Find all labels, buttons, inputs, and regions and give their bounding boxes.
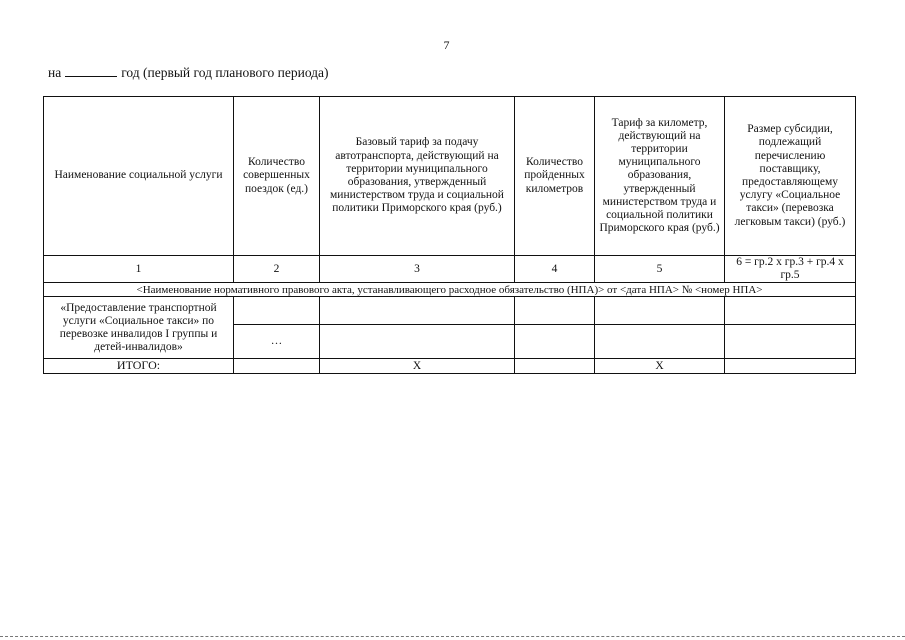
page-number: 7 <box>443 38 450 52</box>
subsidy-cell <box>725 297 856 325</box>
col-number-6: 6 = гр.2 x гр.3 + гр.4 x гр.5 <box>725 256 856 283</box>
npa-row <box>44 283 856 297</box>
empty-cell <box>595 325 725 359</box>
col-number-1: 1 <box>44 256 234 283</box>
header-row <box>44 97 856 256</box>
km-cell <box>515 297 595 325</box>
total-label: ИТОГО: <box>44 359 234 374</box>
empty-cell <box>725 325 856 359</box>
page-edge-line <box>0 636 905 637</box>
km-tariff-cell <box>595 297 725 325</box>
col-number-5: 5 <box>595 256 725 283</box>
empty-cell <box>320 325 515 359</box>
total-mark-col5: X <box>595 359 725 374</box>
service-name-cell: «Предоставление транспортной услуги «Социальное такси» по перевозке инвалидов I группы и детей-инвалидов» <box>44 297 234 359</box>
service-row <box>44 297 856 325</box>
total-km-cell <box>515 359 595 374</box>
subsidy-table <box>43 96 856 374</box>
ellipsis-cell: … <box>234 325 320 359</box>
col-number-4: 4 <box>515 256 595 283</box>
empty-cell <box>515 325 595 359</box>
period-heading <box>48 64 329 81</box>
col-header-base-tariff: Базовый тариф за подачу автотранспорта, действующий на территории муниципального образования, утвержденный министерством труда и социальной политики Приморского края (руб.) <box>320 97 515 256</box>
col-number-2: 2 <box>234 256 320 283</box>
col-header-km-tariff: Тариф за километр, действующий на территории муниципального образования, утвержденный министерством труда и социальной политики Приморского края (руб.) <box>595 97 725 256</box>
total-subsidy-cell <box>725 359 856 374</box>
base-tariff-cell <box>320 297 515 325</box>
total-mark-col3: X <box>320 359 515 374</box>
trips-cell <box>234 297 320 325</box>
year-blank <box>65 64 117 77</box>
total-row <box>44 359 856 374</box>
col-number-3: 3 <box>320 256 515 283</box>
heading-suffix: год (первый год планового периода) <box>121 65 329 80</box>
total-trips-cell <box>234 359 320 374</box>
col-header-km-count: Количество пройденных километров <box>515 97 595 256</box>
col-header-subsidy-amount: Размер субсидии, подлежащий перечислению поставщику, предоставляющему услугу «Социальное такси» (перевозка легковым такси) (руб.) <box>725 97 856 256</box>
col-header-trips-count: Количество совершенных поездок (ед.) <box>234 97 320 256</box>
column-numbers-row <box>44 256 856 283</box>
npa-cell: <Наименование нормативного правового акта, устанавливающего расходное обязательство (НПА)> от <дата НПА> № <номер НПА> <box>44 283 856 297</box>
heading-prefix: на <box>48 65 62 80</box>
col-header-service-name: Наименование социальной услуги <box>44 97 234 256</box>
